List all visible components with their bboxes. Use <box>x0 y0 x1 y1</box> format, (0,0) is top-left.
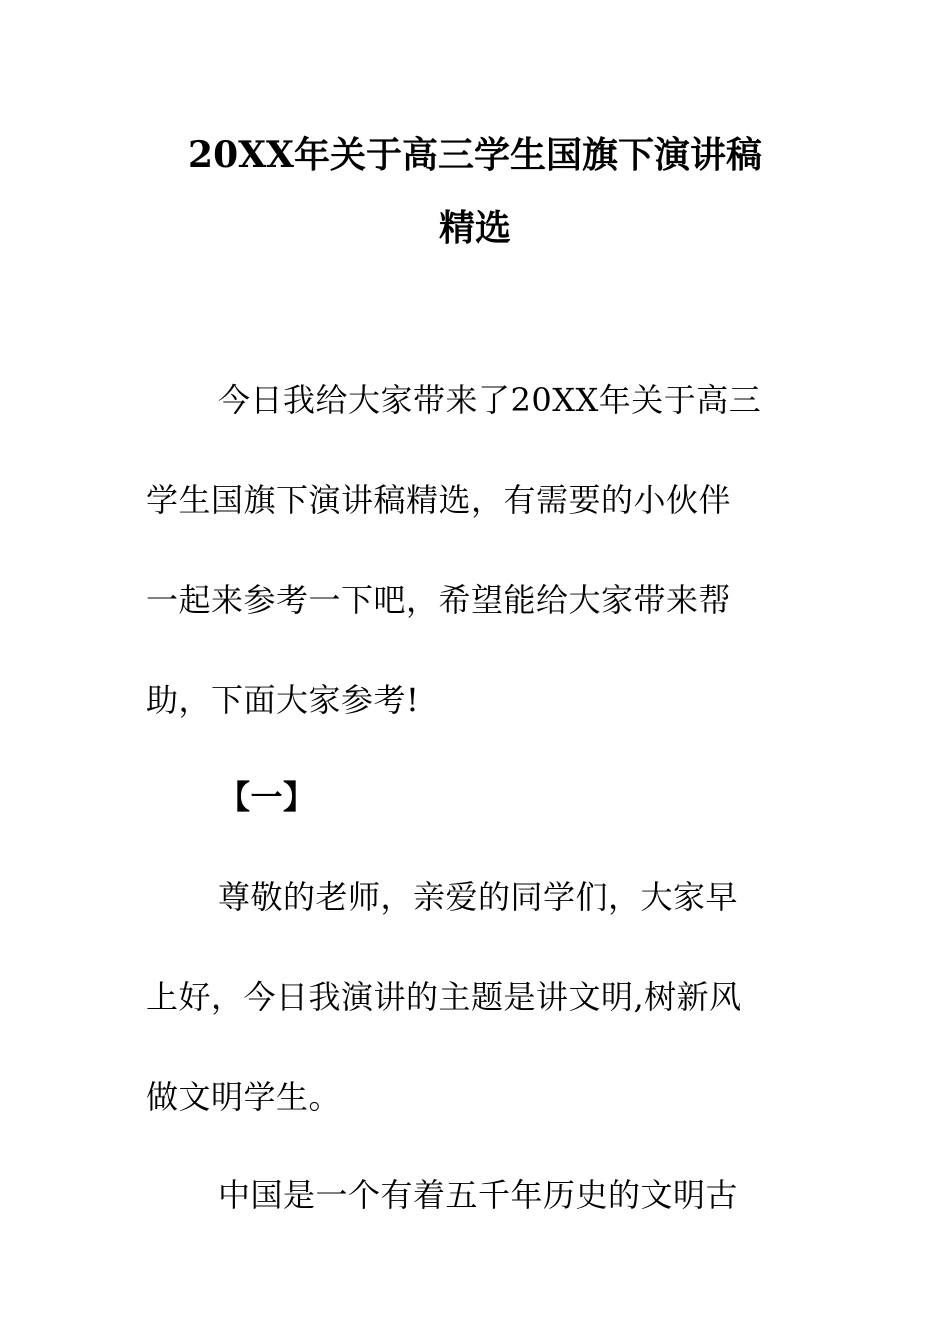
section-heading-1: 【一】 <box>218 778 316 816</box>
paragraph-2-line-2: 上好，今日我演讲的主题是讲文明,树新风 <box>146 978 742 1016</box>
paragraph-3-line-1: 中国是一个有着五千年历史的文明古 <box>218 1176 739 1214</box>
paragraph-1-line-2: 学生国旗下演讲稿精选，有需要的小伙伴 <box>146 481 732 519</box>
paragraph-2-line-1: 尊敬的老师，亲爱的同学们，大家早 <box>218 878 739 916</box>
document-title-line-1: 20XX年关于高三学生国旗下演讲稿 <box>188 134 762 176</box>
paragraph-1-line-4: 助，下面大家参考! <box>146 681 420 719</box>
document-title-line-2: 精选 <box>438 207 511 249</box>
paragraph-2-line-3: 做文明学生。 <box>146 1078 342 1116</box>
paragraph-1-line-3: 一起来参考一下吧，希望能给大家带来帮 <box>146 581 732 619</box>
paragraph-1-line-1: 今日我给大家带来了20XX年关于高三 <box>218 381 762 419</box>
